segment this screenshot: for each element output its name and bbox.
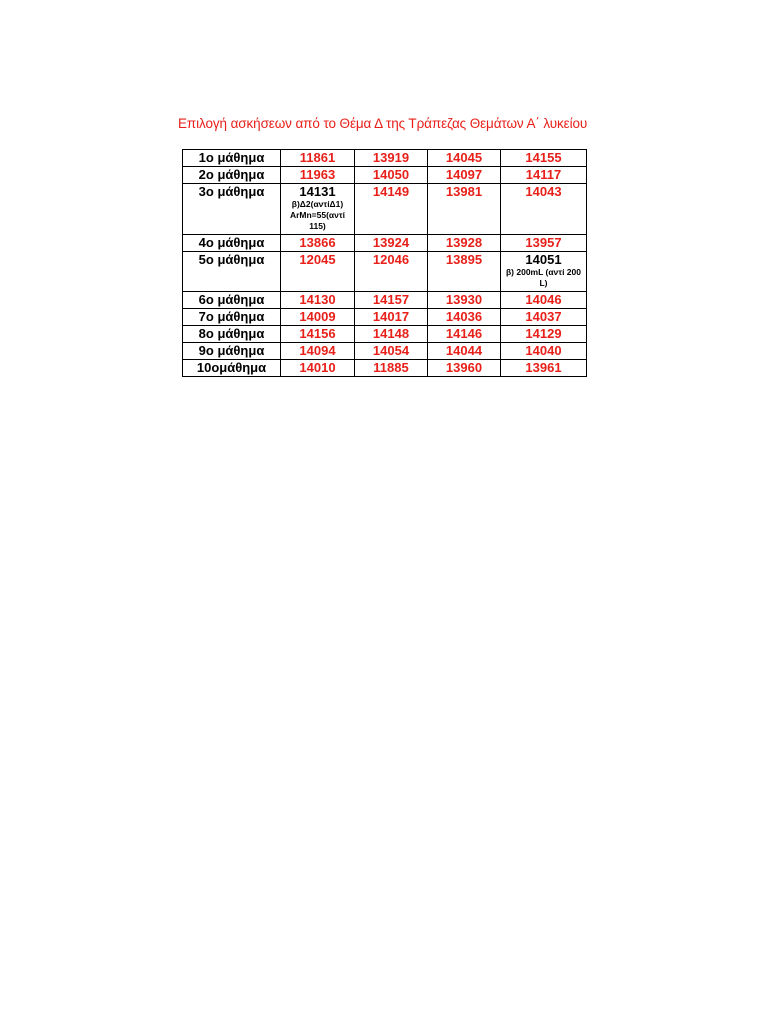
lesson-label: 2ο μάθημα: [183, 167, 281, 184]
exercise-code: 14156: [281, 326, 355, 343]
exercise-code: 11963: [281, 167, 355, 184]
exercise-code: 13895: [428, 252, 501, 292]
exercise-code: 14017: [355, 309, 428, 326]
table-row: [183, 252, 587, 292]
table-row: [183, 292, 587, 309]
lesson-label: 6ο μάθημα: [183, 292, 281, 309]
table-row: [183, 167, 587, 184]
exercise-code: 13957: [501, 235, 587, 252]
table-row: [183, 235, 587, 252]
exercise-code: 14155: [501, 150, 587, 167]
lesson-label: 1ο μάθημα: [183, 150, 281, 167]
exercise-note: β)Δ2(αντίΔ1) ArMn=55(αντί 115): [289, 199, 346, 231]
page-title: Επιλογή ασκήσεων από το Θέμα Δ της Τράπεζας Θεμάτων Α΄ λυκείου: [178, 116, 588, 131]
lesson-label: 8ο μάθημα: [183, 326, 281, 343]
exercise-code: 14044: [428, 343, 501, 360]
exercise-code: 12045: [281, 252, 355, 292]
exercise-code: 14040: [501, 343, 587, 360]
exercise-code: 14129: [501, 326, 587, 343]
exercise-note: β) 200mL (αντί 200 L): [505, 267, 581, 288]
table-row: [183, 184, 587, 235]
lesson-label: 9ο μάθημα: [183, 343, 281, 360]
exercise-code: 14051: [525, 252, 562, 267]
exercise-code: 13961: [501, 360, 587, 377]
exercise-code: 14043: [501, 184, 587, 235]
exercise-code: 14117: [501, 167, 587, 184]
table-row: [183, 326, 587, 343]
exercise-code: 13924: [355, 235, 428, 252]
lesson-label: 4ο μάθημα: [183, 235, 281, 252]
exercise-code: 11861: [281, 150, 355, 167]
table-row: [183, 309, 587, 326]
exercise-code: 14148: [355, 326, 428, 343]
exercise-code: 14037: [501, 309, 587, 326]
exercise-code: 14097: [428, 167, 501, 184]
table-row: [183, 343, 587, 360]
exercise-code: 14094: [281, 343, 355, 360]
exercise-code: 13919: [355, 150, 428, 167]
exercise-code: 14045: [428, 150, 501, 167]
exercise-code: 14054: [355, 343, 428, 360]
exercise-code: 14146: [428, 326, 501, 343]
table-row: [183, 360, 587, 377]
exercise-code: 14131: [299, 184, 336, 199]
exercise-cell-with-note: [281, 184, 355, 235]
exercise-code: 14046: [501, 292, 587, 309]
exercise-code: 13960: [428, 360, 501, 377]
exercise-code: 14009: [281, 309, 355, 326]
lesson-label: 10ομάθημα: [183, 360, 281, 377]
exercise-code: 13866: [281, 235, 355, 252]
lesson-label: 3ο μάθημα: [183, 184, 281, 235]
exercise-code: 14149: [355, 184, 428, 235]
exercise-code: 13981: [428, 184, 501, 235]
lesson-label: 5ο μάθημα: [183, 252, 281, 292]
exercise-code: 14050: [355, 167, 428, 184]
exercise-code: 14130: [281, 292, 355, 309]
exercise-code: 14157: [355, 292, 428, 309]
exercise-table: [182, 149, 587, 377]
exercise-code: 11885: [355, 360, 428, 377]
exercise-code: 13930: [428, 292, 501, 309]
exercise-code: 14036: [428, 309, 501, 326]
exercise-code: 14010: [281, 360, 355, 377]
exercise-cell-with-note: [501, 252, 587, 292]
lesson-label: 7ο μάθημα: [183, 309, 281, 326]
exercise-code: 13928: [428, 235, 501, 252]
exercise-code: 12046: [355, 252, 428, 292]
table-row: [183, 150, 587, 167]
